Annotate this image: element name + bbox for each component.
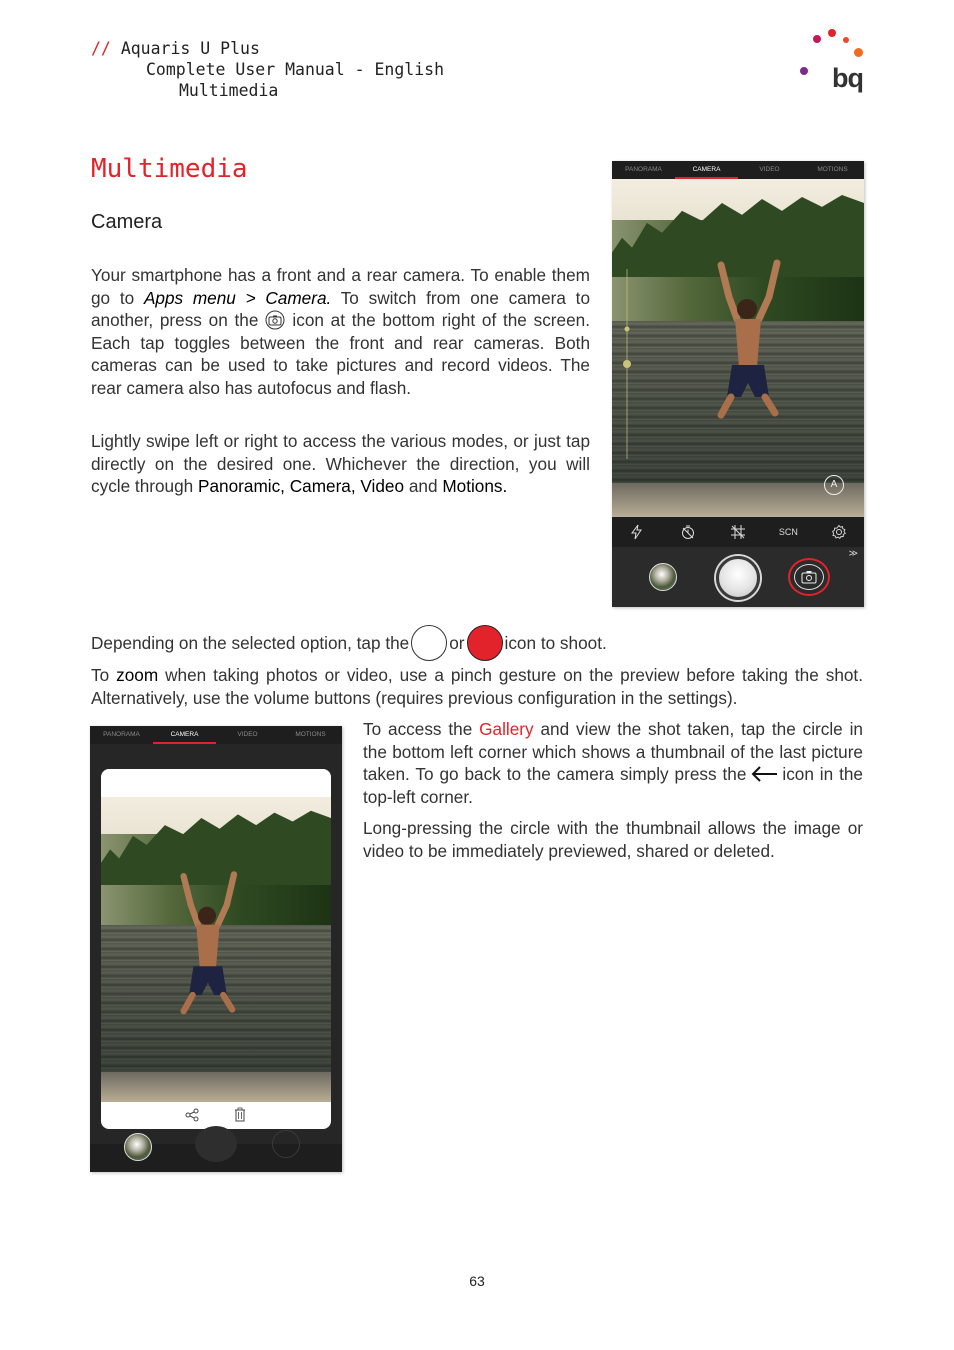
gallery-link: Gallery	[479, 719, 534, 739]
timer-icon[interactable]	[678, 522, 698, 542]
para2-and: and	[408, 476, 438, 496]
mode-tabs	[90, 726, 342, 744]
motions-mode: Motions.	[442, 476, 508, 496]
share-icon[interactable]	[185, 1108, 199, 1122]
tab-motions[interactable]: MOTIONS	[817, 166, 848, 173]
logo-dot-magenta	[813, 35, 821, 43]
tab-camera[interactable]: CAMERA	[153, 726, 216, 744]
gallery-thumbnail[interactable]	[649, 563, 677, 591]
photo-shutter-icon	[411, 625, 447, 661]
header-line-3: Multimedia	[179, 81, 279, 100]
logo-wordmark: bq	[832, 63, 863, 93]
tab-panorama[interactable]: PANORAMA	[103, 731, 140, 738]
paragraph-long-press	[363, 817, 863, 862]
paragraph-shoot	[91, 625, 871, 661]
switch-camera-icon	[800, 569, 818, 585]
paragraph-gallery	[363, 718, 863, 808]
preview-image[interactable]	[101, 797, 331, 1102]
gallery-preview-screenshot	[90, 726, 342, 1172]
para5-text-2: and view the shot taken, tap the circle in the bottom left corner which shows a thumbnail of the last picture taken. To go back to the camera simply press the	[363, 719, 863, 784]
switch-camera-icon	[262, 310, 288, 330]
tab-motions[interactable]: MOTIONS	[295, 731, 326, 738]
logo-dot-orange-small	[843, 37, 849, 43]
para3-text-1: Depending on the selected option, tap the	[91, 633, 410, 653]
focus-slider[interactable]	[622, 269, 632, 459]
shutter-button[interactable]	[716, 556, 760, 600]
section-subtitle: Camera	[91, 211, 163, 233]
collapse-chevron-icon[interactable]: ≫	[848, 549, 858, 559]
back-arrow-icon	[749, 766, 779, 782]
header-slashes: //	[91, 39, 111, 58]
para1-text-3: icon at the bottom right of the screen. Each tap toggles between the front and rear cameras. Both cameras can be used to take pictures and record videos. The rear camera also has autofocus and flash.	[91, 310, 590, 398]
camera-screenshot	[612, 161, 864, 607]
header-product: Aquaris U Plus	[120, 39, 260, 58]
header-line-1	[91, 38, 444, 59]
mode-tabs	[612, 161, 864, 179]
flash-auto-icon[interactable]	[627, 522, 647, 542]
tab-video[interactable]: VIDEO	[237, 731, 258, 738]
page-number: 63	[469, 1273, 485, 1289]
tab-camera[interactable]: CAMERA	[675, 161, 738, 179]
zoom-keyword: zoom	[116, 665, 159, 685]
jumping-boy-figure	[707, 257, 787, 437]
video-record-icon	[467, 625, 503, 661]
switch-camera-button[interactable]	[788, 558, 830, 596]
header-line-2: Complete User Manual - English	[146, 60, 445, 79]
grid-icon[interactable]	[728, 522, 748, 542]
para5-text-3: icon in the top-left corner.	[363, 764, 863, 807]
shutter-button-dimmed	[195, 1126, 237, 1162]
gallery-thumbnail[interactable]	[124, 1133, 152, 1161]
delete-trash-icon[interactable]	[234, 1107, 246, 1122]
camera-bottom-bar	[612, 547, 864, 607]
jumping-boy-figure	[171, 869, 243, 1031]
para6-text-1: Long-pressing the circle with the thumbnail allows the image or video to be immediately previewed, shared or deleted.	[363, 818, 863, 861]
page-title: Multimedia	[91, 154, 248, 184]
para4-text-2: when taking photos or video, use a pinch gesture on the preview before taking the shot. Alternatively, use the volume buttons (requires previous configuration in the settings).	[91, 665, 863, 708]
paragraph-modes	[91, 430, 590, 498]
logo-dot-purple	[800, 67, 808, 75]
modes-list: Panoramic, Camera, Video	[198, 476, 405, 496]
auto-exposure-icon[interactable]: A	[824, 475, 844, 495]
para5-text-1: To access the	[363, 719, 473, 739]
camera-toolbar	[612, 517, 864, 547]
settings-gear-icon[interactable]	[829, 522, 849, 542]
para1-text-1: Your smartphone has a front and a rear camera. To enable them go to	[91, 265, 590, 308]
logo-dot-orange	[854, 48, 863, 57]
tab-panorama[interactable]: PANORAMA	[625, 166, 662, 173]
para4-text-1: To	[91, 665, 110, 685]
para2-text-1: Lightly swipe left or right to access the various modes, or just tap directly on the desired one. Whichever the direction, you will cycle through	[91, 431, 590, 496]
switch-camera-button-dimmed	[272, 1130, 300, 1158]
para1-text-2: To switch from one camera to another, press on the	[91, 287, 591, 330]
paragraph-zoom	[91, 664, 863, 709]
bq-logo	[796, 27, 866, 97]
apps-menu-path: Apps menu > Camera.	[143, 287, 332, 308]
para3-or: or	[449, 633, 465, 653]
logo-dot-red	[828, 29, 836, 37]
tab-video[interactable]: VIDEO	[759, 166, 780, 173]
scene-mode-button[interactable]: SCN	[778, 527, 798, 537]
running-header	[91, 38, 444, 101]
camera-preview[interactable]	[612, 179, 864, 517]
paragraph-enable-cameras	[91, 264, 590, 399]
preview-card	[101, 769, 331, 1129]
para3-text-2: icon to shoot.	[504, 633, 607, 653]
